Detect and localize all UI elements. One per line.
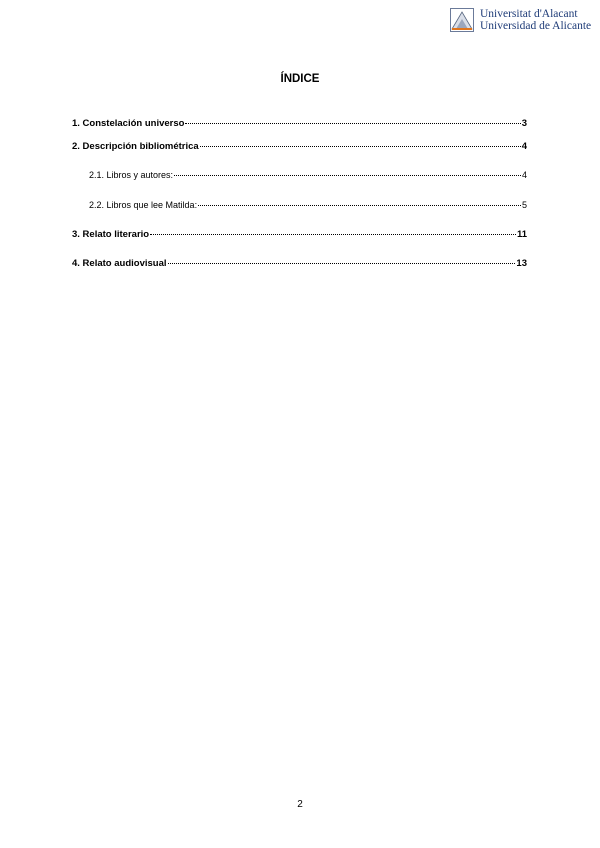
toc-leader [168, 263, 516, 264]
toc-page-number: 13 [516, 258, 527, 269]
toc-leader [200, 146, 521, 147]
toc-page-number: 3 [521, 118, 527, 129]
toc-entry[interactable] [72, 141, 527, 152]
toc-subentry[interactable] [89, 170, 527, 180]
toc-entry[interactable] [72, 258, 527, 269]
toc-page-number: 4 [521, 170, 527, 180]
page-title: ÍNDICE [280, 73, 320, 85]
toc-entry-label: 3. Relato literario [72, 229, 150, 240]
toc-entry-label: 4. Relato audiovisual [72, 258, 167, 269]
toc-entry-label: 2. Descripción bibliométrica [72, 141, 199, 152]
university-logo [450, 8, 591, 32]
toc-leader [150, 234, 516, 235]
toc-page-number: 11 [516, 229, 527, 240]
toc-entry[interactable] [72, 229, 527, 240]
logo-line-spanish: Universidad de Alicante [480, 20, 592, 32]
toc-page-number: 5 [521, 200, 527, 210]
toc-leader [198, 205, 521, 206]
toc-leader [185, 123, 520, 124]
logo-line-valencian: Universitat d'Alacant [480, 8, 578, 20]
toc-page-number: 4 [521, 141, 527, 152]
toc-entry[interactable] [72, 118, 527, 129]
toc-entry-label: 1. Constelación universo [72, 118, 185, 129]
toc-entry-label: 2.1. Libros y autores: [89, 170, 174, 180]
toc-leader [174, 175, 521, 176]
toc-entry-label: 2.2. Libros que lee Matilda: [89, 200, 198, 210]
university-emblem-icon [450, 8, 474, 32]
toc-subentry[interactable] [89, 200, 527, 210]
page-number: 2 [297, 799, 303, 810]
